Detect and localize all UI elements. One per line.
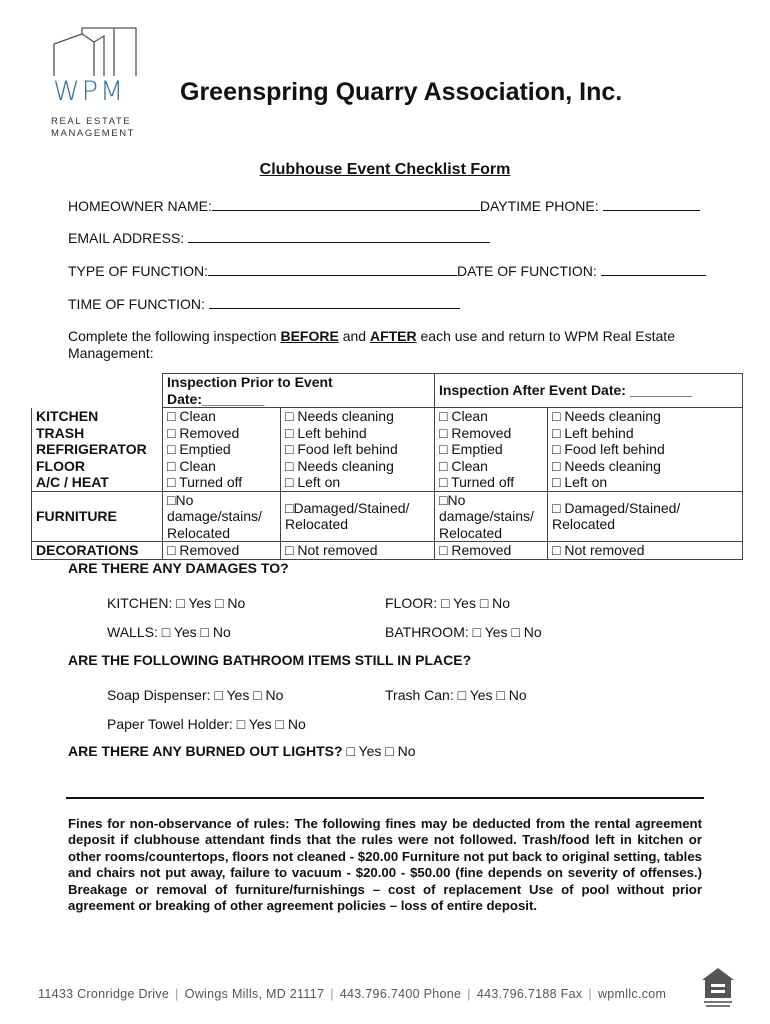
inspection-table: [31, 373, 743, 560]
footer: [38, 987, 666, 1001]
homeowner-name-label: HOMEOWNER NAME:: [68, 198, 212, 214]
table-row: [32, 491, 743, 542]
equal-housing-opportunity-icon: [700, 966, 736, 1010]
time-of-function-field[interactable]: [209, 295, 460, 309]
table-corner: [32, 374, 163, 408]
footer-separator: |: [467, 987, 471, 1001]
footer-city: Owings Mills, MD 21117: [184, 987, 325, 1001]
prior-option-2[interactable]: □ Left behind: [281, 425, 435, 442]
lights-options[interactable]: □ Yes □ No: [342, 743, 416, 759]
prior-option-2[interactable]: □ Needs cleaning: [281, 408, 435, 425]
footer-separator: |: [330, 987, 334, 1001]
footer-fax: 443.796.7188 Fax: [476, 987, 583, 1001]
lights-heading: ARE THERE ANY BURNED OUT LIGHTS?: [68, 743, 343, 759]
row-label: A/C / HEAT: [32, 474, 163, 491]
prior-option-2[interactable]: □ Needs cleaning: [281, 458, 435, 475]
footer-separator: |: [588, 987, 592, 1001]
function-type-row: [68, 262, 706, 279]
footer-address: 11433 Cronridge Drive: [38, 987, 170, 1001]
floor-damage-question[interactable]: FLOOR: □ Yes □ No: [385, 595, 511, 611]
logo-brand: WPM: [53, 76, 126, 107]
after-option-1[interactable]: □ Clean: [435, 458, 548, 475]
row-label: DECORATIONS: [32, 542, 163, 560]
prior-option-1[interactable]: □ Clean: [163, 458, 281, 475]
building-outline-icon: [52, 26, 142, 78]
walls-damage-question[interactable]: WALLS: □ Yes □ No: [107, 624, 231, 640]
after-option-2[interactable]: □ Needs cleaning: [548, 458, 743, 475]
after-option-1[interactable]: □ Turned off: [435, 474, 548, 491]
prior-option-1[interactable]: □ Removed: [163, 425, 281, 442]
after-option-1[interactable]: □No damage/stains/ Relocated: [435, 491, 548, 542]
footer-separator: |: [175, 987, 179, 1001]
prior-option-2[interactable]: □ Not removed: [281, 542, 435, 560]
prior-option-1[interactable]: □ Turned off: [163, 474, 281, 491]
after-option-1[interactable]: □ Removed: [435, 542, 548, 560]
table-row: [32, 425, 743, 442]
bathroom-damage-question[interactable]: BATHROOM: □ Yes □ No: [385, 624, 542, 640]
homeowner-row: [68, 197, 700, 214]
instructions-part2: each use and return to WPM Real Estate Management:: [68, 328, 675, 361]
daytime-phone-label: DAYTIME PHONE:: [479, 198, 599, 214]
after-option-2[interactable]: □ Food left behind: [548, 441, 743, 458]
prior-option-1[interactable]: □ Clean: [163, 408, 281, 425]
instructions-part1: Complete the following inspection: [68, 328, 281, 344]
type-of-function-field[interactable]: [208, 262, 457, 276]
after-option-1[interactable]: □ Clean: [435, 408, 548, 425]
time-of-function-label: TIME OF FUNCTION:: [68, 296, 205, 312]
table-row: [32, 408, 743, 425]
after-inspection-header: Inspection After Event Date: ________: [435, 374, 743, 408]
prior-option-2[interactable]: □ Left on: [281, 474, 435, 491]
instructions-before: BEFORE: [280, 328, 339, 344]
row-label: TRASH: [32, 425, 163, 442]
prior-option-1[interactable]: □No damage/stains/ Relocated: [163, 491, 281, 542]
organization-title: Greenspring Quarry Association, Inc.: [180, 78, 623, 106]
table-row: [32, 441, 743, 458]
table-row: [32, 458, 743, 475]
paper-towel-question[interactable]: Paper Towel Holder: □ Yes □ No: [107, 716, 306, 732]
after-option-2[interactable]: □ Damaged/Stained/ Relocated: [548, 491, 743, 542]
logo-tagline-2: MANAGEMENT: [51, 128, 136, 139]
fines-paragraph: Fines for non-observance of rules: The following fines may be deducted from the rental agreement deposit if clubhouse attendant finds that the rules were not followed. Trash/food left in kitchen or other rooms/countertops, floors not cleaned - $20.00 Furniture not put back to original setting, tables and chairs not put away, failure to vacuum - $20.00 - $50.00 (fine depends on severity of offenses.) Breakage or removal of furniture/furnishings – cost of replacement Use of pool without prior agreement or breaking of other agreement policies – loss of entire deposit.: [68, 816, 702, 914]
email-field[interactable]: [188, 229, 490, 243]
after-option-2[interactable]: □ Not removed: [548, 542, 743, 560]
after-option-1[interactable]: □ Removed: [435, 425, 548, 442]
row-label: KITCHEN: [32, 408, 163, 425]
instructions-and: and: [338, 328, 370, 344]
row-label: FURNITURE: [32, 491, 163, 542]
date-of-function-label: DATE OF FUNCTION:: [457, 263, 597, 279]
after-option-2[interactable]: □ Needs cleaning: [548, 408, 743, 425]
type-of-function-label: TYPE OF FUNCTION:: [68, 263, 208, 279]
prior-inspection-header: Inspection Prior to Event Date:________: [163, 374, 435, 408]
after-option-2[interactable]: □ Left behind: [548, 425, 743, 442]
bathroom-items-heading: ARE THE FOLLOWING BATHROOM ITEMS STILL IN PLACE?: [68, 652, 472, 668]
function-time-row: [68, 295, 460, 312]
lights-question: [68, 743, 416, 759]
row-label: FLOOR: [32, 458, 163, 475]
prior-option-1[interactable]: □ Removed: [163, 542, 281, 560]
prior-option-2[interactable]: □Damaged/Stained/ Relocated: [281, 491, 435, 542]
table-row: [32, 542, 743, 560]
date-of-function-field[interactable]: [601, 262, 706, 276]
daytime-phone-field[interactable]: [603, 197, 700, 211]
kitchen-damage-question[interactable]: KITCHEN: □ Yes □ No: [107, 595, 246, 611]
instructions-after: AFTER: [369, 328, 417, 344]
footer-phone: 443.796.7400 Phone: [339, 987, 462, 1001]
after-option-2[interactable]: □ Left on: [548, 474, 743, 491]
email-label: EMAIL ADDRESS:: [68, 230, 185, 246]
company-logo: [46, 24, 146, 144]
email-row: [68, 229, 490, 246]
homeowner-name-field[interactable]: [212, 197, 480, 211]
table-row: [32, 474, 743, 491]
footer-website[interactable]: wpmllc.com: [597, 987, 667, 1001]
logo-tagline-1: REAL ESTATE: [51, 116, 132, 127]
row-label: REFRIGERATOR: [32, 441, 163, 458]
table-header-row: [32, 374, 743, 408]
trash-can-question[interactable]: Trash Can: □ Yes □ No: [385, 687, 527, 703]
damages-heading: ARE THERE ANY DAMAGES TO?: [68, 560, 289, 576]
form-title-wrap: [0, 161, 770, 179]
prior-option-1[interactable]: □ Emptied: [163, 441, 281, 458]
after-option-1[interactable]: □ Emptied: [435, 441, 548, 458]
prior-option-2[interactable]: □ Food left behind: [281, 441, 435, 458]
form-title: Clubhouse Event Checklist Form: [259, 161, 511, 178]
inspection-instructions: [68, 328, 688, 362]
soap-dispenser-question[interactable]: Soap Dispenser: □ Yes □ No: [107, 687, 284, 703]
divider: [66, 797, 704, 799]
